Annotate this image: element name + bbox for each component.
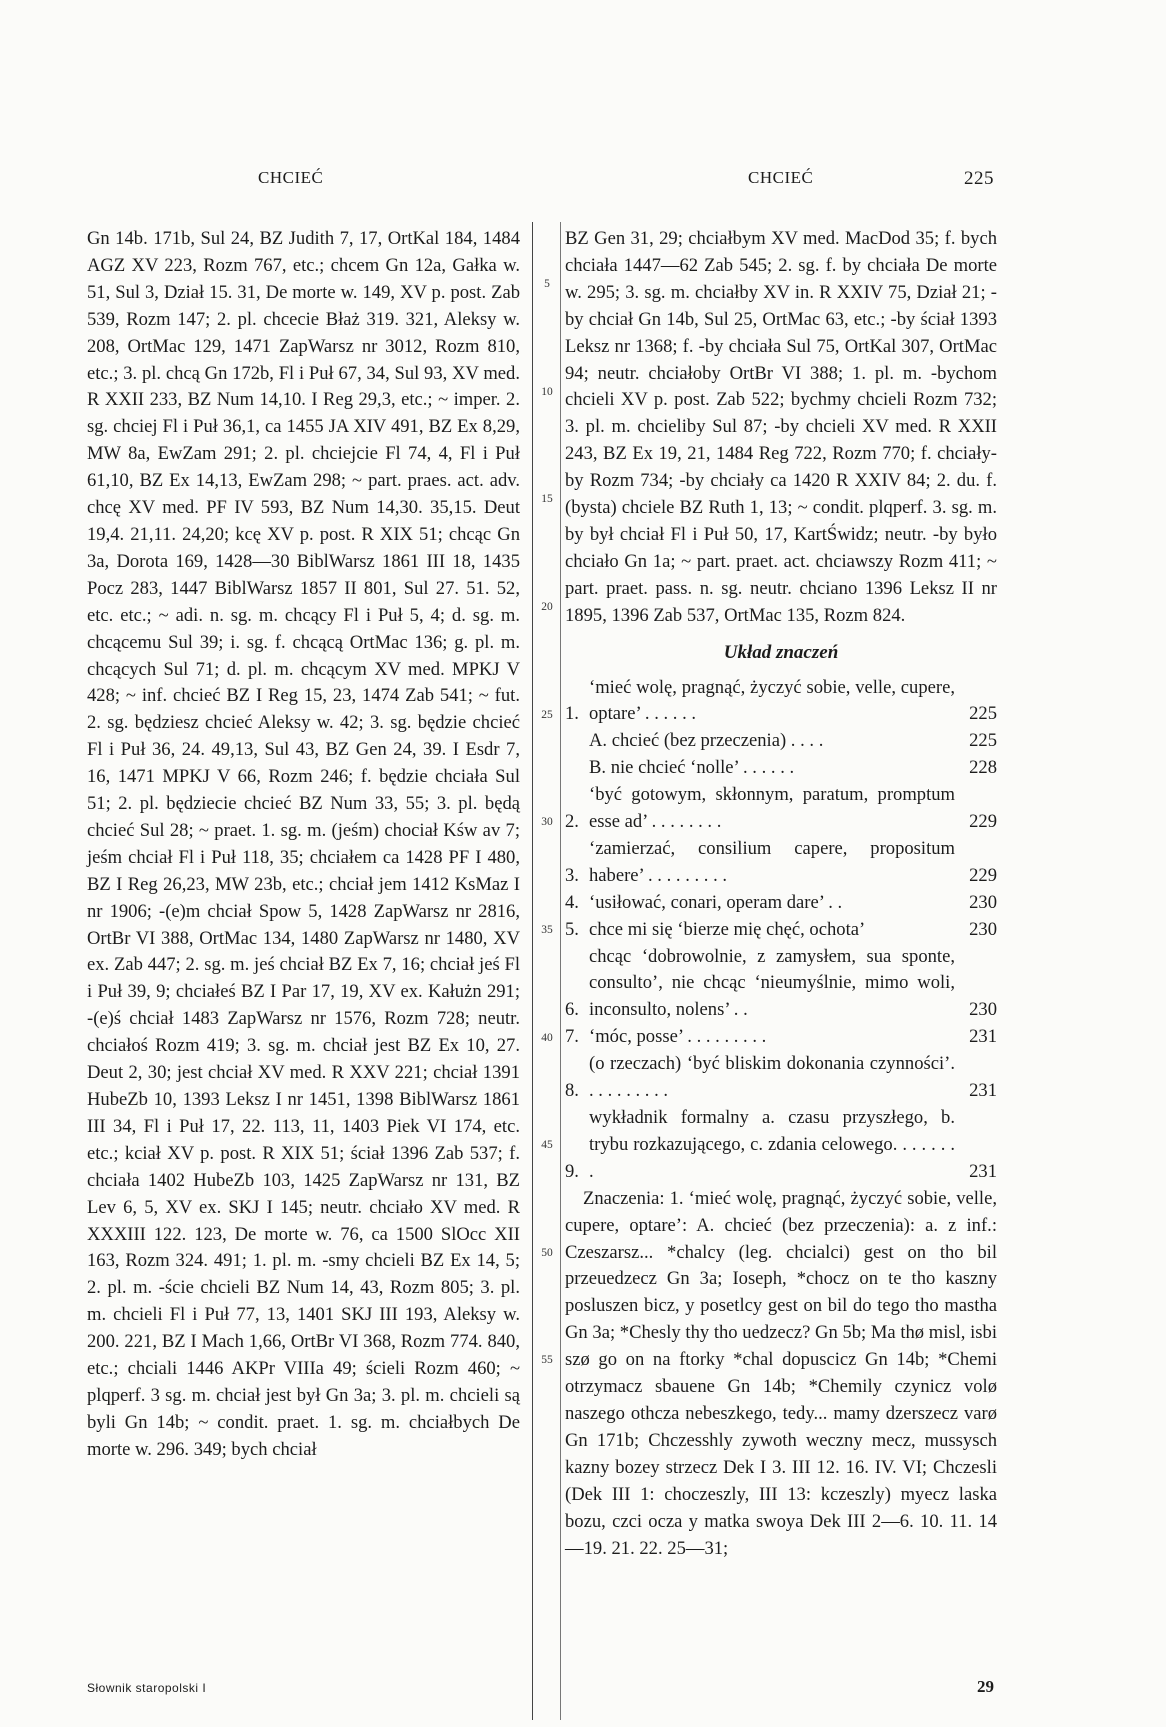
line-number: 55 bbox=[541, 1354, 553, 1366]
line-number: 40 bbox=[541, 1032, 553, 1044]
outline-item: 1. ‘mieć wolę, pragnąć, życzyć sobie, velle, cupere, optare’ . . . . . . 225 bbox=[565, 676, 997, 725]
outline-item: B. nie chcieć ‘nolle’ . . . . . . 228 bbox=[589, 757, 997, 779]
line-number: 45 bbox=[541, 1139, 553, 1151]
left-column-text: Gn 14b. 171b, Sul 24, BZ Judith 7, 17, OrtKal 184, 1484 AGZ XV 223, Rozm 767, etc.; chcem Gn 12a, Gałka w. 51, Sul 3, Dział 15. 31, De morte w. 149, XV p. post. Zab 539, Rozm 147; 2. pl. chcecie Błaż 319. 321, Aleksy w. 208, OrtMac 129, 1471 ZapWarsz nr 3012, Rozm 810, etc.; 3. pl. chcą Gn 172b, Fl i Puł 67, 34, Sul 93, XV med. R XXII 233, BZ Num 14,10. I Reg 29,3, etc.; ~ imper. 2. sg. chciej Fl i Puł 36,1, ca 1455 JA XIV 491, BZ Ex 8,29, MW 8a, EwZam 291; 2. pl. chciejcie Fl 74, 4, Fl i Puł 61,10, BZ Ex 14,13, EwZam 298; ~ part. praes. act. adv. chcę XV med. PF IV 593, BZ Num 14,30. 35,15. Deut 19,4. 21,11. 24,20; kcę XV p. post. R XIX 51; chcąc Gn 3a, Dorota 169, 1428—30 BiblWarsz 1861 III 18, 1435 Pocz 283, 1447 BiblWarsz 1857 II 801, Sul 27. 51. 52, etc. etc.; ~ adi. n. sg. m. chcący Fl i Puł 5, 4; d. sg. m. chcącemu Sul 39; i. sg. f. chcącą OrtMac 136; g. pl. m. chcących Sul 71; d. pl. m. chcącym XV med. MPKJ V 428; ~ inf. chcieć BZ I Reg 15, 23, 1474 Zab 541; ~ fut. 2. sg. będziesz chcieć Aleksy w. 42; 3. sg. będzie chcieć Fl i Puł 36, 24. 49,13, Sul 43, BZ Gen 24, 39. I Esdr 7, 16, 1471 MPKJ V 66, Rozm 246; f. będzie chciała Sul 51; 2. pl. będziecie chcieć BZ Num 33, 55; 3. pl. będą chcieć Sul 28; ~ praet. 1. sg. m. (jeśm) chociał Kśw av 7; jeśm chciał Fl i Puł 118, 35; chciałem ca 1428 PF I 480, BZ I Reg 26,23, MW 23b, etc.; chciał jem 1412 KsMaz I nr 1906; -(e)m chciał Spow 5, 1428 ZapWarsz nr 2816, OrtBr VI 388, OrtMac 134, 1480 ZapWarsz nr 1480, XV ex. Zab 447; 2. sg. m. jeś chciał BZ Ex 7, 16; chciał jeś Fl i Puł 39, 9; chciałeś BZ I Par 17, 19, XV ex. Kałużn 291; -(e)ś chciał 1483 ZapWarsz nr 1576, Rozm 728; neutr. chciałoś Rozm 419; 3. sg. m. chciał jest BZ Ex 10, 27. Deut 2, 30; jest chciał XV med. R XXV 221; chciał 1391 HubeZb 10, 1393 Leksz I nr 1451, 1398 BiblWarsz 1861 III 34, Fl i Puł 17, 22. 113, 11, 1403 Piek VI 174, etc. etc.; kciał XV p. post. R XIX 51; ściał 1396 Zab 537; f. chciała 1402 HubeZb 103, 1425 ZapWarsz nr 131, BZ Lev 6, 5, XV ex. SKJ I 145; neutr. chciało XV med. R XXXIII 122. 123, De morte w. 76, ca 1500 SlOcc XII 163, Rozm 324. 491; 1. pl. m. -smy chcieli BZ Ex 14, 5; 2. pl. m. -ście chcieli BZ Num 14, 43, Rozm 805; 3. pl. m. chcieli Fl i Puł 77, 13, 1401 SKJ III 193, Aleksy w. 200. 221, BZ I Mach 1,66, OrtBr VI 368, Rozm 774. 840, etc.; chciali 1446 AKPr VIIIa 49; ścieli Rozm 460; ~ plqperf. 3 sg. m. chciał jest był Gn 3a; 3. pl. m. chcieli są byli Gn 14b; ~ condit. praet. 1. sg. m. chciałbych De morte w. 296. 349; bych chciał bbox=[87, 228, 520, 1460]
running-head-left: CHCIEĆ bbox=[258, 168, 324, 187]
meaning-outline bbox=[565, 675, 997, 1186]
outline-item: 9. wykładnik formalny a. czasu przyszłego, b. trybu rozkazującego, c. zdania celowego. . . . . . . . 231 bbox=[565, 1107, 997, 1182]
left-column bbox=[87, 226, 520, 1464]
column-divider-inner bbox=[560, 222, 561, 1720]
outline-item: A. chcieć (bez przeczenia) . . . . 225 bbox=[589, 730, 997, 752]
footer-title: Słownik staropolski I bbox=[87, 1681, 207, 1695]
outline-item: 6. chcąc ‘dobrowolnie, z zamysłem, sua sponte, consulto’, nie chcąc ‘nieumyślnie, mimo woli, inconsulto, nolens’ . . 230 bbox=[565, 945, 997, 1021]
line-number: 50 bbox=[541, 1247, 553, 1259]
right-column bbox=[565, 226, 997, 1562]
line-number: 10 bbox=[541, 386, 553, 398]
line-number: 35 bbox=[541, 924, 553, 936]
meanings-text: Znaczenia: 1. ‘mieć wolę, pragnąć, życzyć sobie, velle, cupere, optare’: A. chcieć (bez przeczenia): a. z inf.: Czeszarsz... *chalcy (leg. chcialci) gest on tho bil przeuedzecz Gn 3a; Ioseph, *chocz on te tho kaszny posluszen bicz, y posetlcy gest on bil do tego tho mastha Gn 3a; *Chesly thy tho uedzecz? Gn 5b; Ma thø misl, isbi szø go on na ftorky *chal dopuscicz Gn 14b; *Chemi otrzymacz sbauene Gn 14b; *Chemily czynicz volø naszego othcza nebeszkego, tedy... mamy dzerszecz varø Gn 171b; Chczesshly zywoth weczny mecz, mussysch kazny bozey strzecz Dek I 3. III 12. 16. IV. VI; Chczesli (Dek III 1: choczeszly, III 13: kczeszly) myecz laska bozu, czci ocza y matka swoya Dek III 2—6. 10. 11. 14—19. 21. 22. 25—31; bbox=[565, 1187, 997, 1559]
outline-item: 2. ‘być gotowym, skłonnym, paratum, promptum esse ad’ . . . . . . . . 229 bbox=[565, 784, 997, 833]
running-head-right: CHCIEĆ bbox=[748, 168, 814, 187]
outline-item: 5. chce mi się ‘bierze mię chęć, ochota’ 230 bbox=[565, 918, 997, 940]
outline-item: 8. (o rzeczach) ‘być bliskim dokonania czynności’. . . . . . . . . . 231 bbox=[565, 1053, 997, 1102]
outline-item: 4. ‘usiłować, conari, operam dare’ . . 230 bbox=[565, 891, 997, 913]
line-number: 30 bbox=[541, 816, 553, 828]
line-number: 25 bbox=[541, 709, 553, 721]
section-title: Układ znaczeń bbox=[723, 641, 839, 663]
footer-signature: 29 bbox=[977, 1677, 994, 1696]
right-column-intro: BZ Gen 31, 29; chciałbym XV med. MacDod 35; f. bych chciała 1447—62 Zab 545; 2. sg. f. by chciała De morte w. 295; 3. sg. m. chciałby XV in. R XXIV 75, Dział 21; -by chciał Gn 14b, Sul 25, OrtMac 63, etc.; -by ściał 1393 Leksz nr 1368; f. -by chciała Sul 75, OrtKal 307, OrtMac 94; neutr. chciałoby OrtBr VI 388; 1. pl. m. -bychom chcieli XV p. post. Zab 522; bychmy chcieli Rozm 732; 3. pl. m. chcieliby Sul 87; -by chcieli XV med. R XXII 243, BZ Ex 19, 21, 1484 Reg 722, Rozm 770; f. chciały-by Rozm 734; -by chciały ca 1420 R XXIV 84; 2. du. f. (bysta) chciele BZ Ruth 1, 13; ~ condit. plqperf. 3. sg. m. by był chciał Fl i Puł 50, 17, KartŚwidz; neutr. -by było chciało Gn 1a; ~ part. praet. act. chciawszy Rozm 411; ~ part. praet. pass. n. sg. neutr. chciano 1396 Leksz II nr 1895, 1396 Zab 537, OrtMac 135, Rozm 824. bbox=[565, 228, 997, 626]
line-number: 15 bbox=[541, 493, 553, 505]
line-number: 20 bbox=[541, 601, 553, 613]
outline-item: 7. ‘móc, posse’ . . . . . . . . . 231 bbox=[565, 1026, 997, 1048]
outline-item: 3. ‘zamierzać, consilium capere, propositum habere’ . . . . . . . . . 229 bbox=[565, 837, 997, 886]
column-divider bbox=[532, 222, 533, 1720]
line-number: 5 bbox=[544, 278, 550, 290]
page-number: 225 bbox=[964, 168, 994, 189]
